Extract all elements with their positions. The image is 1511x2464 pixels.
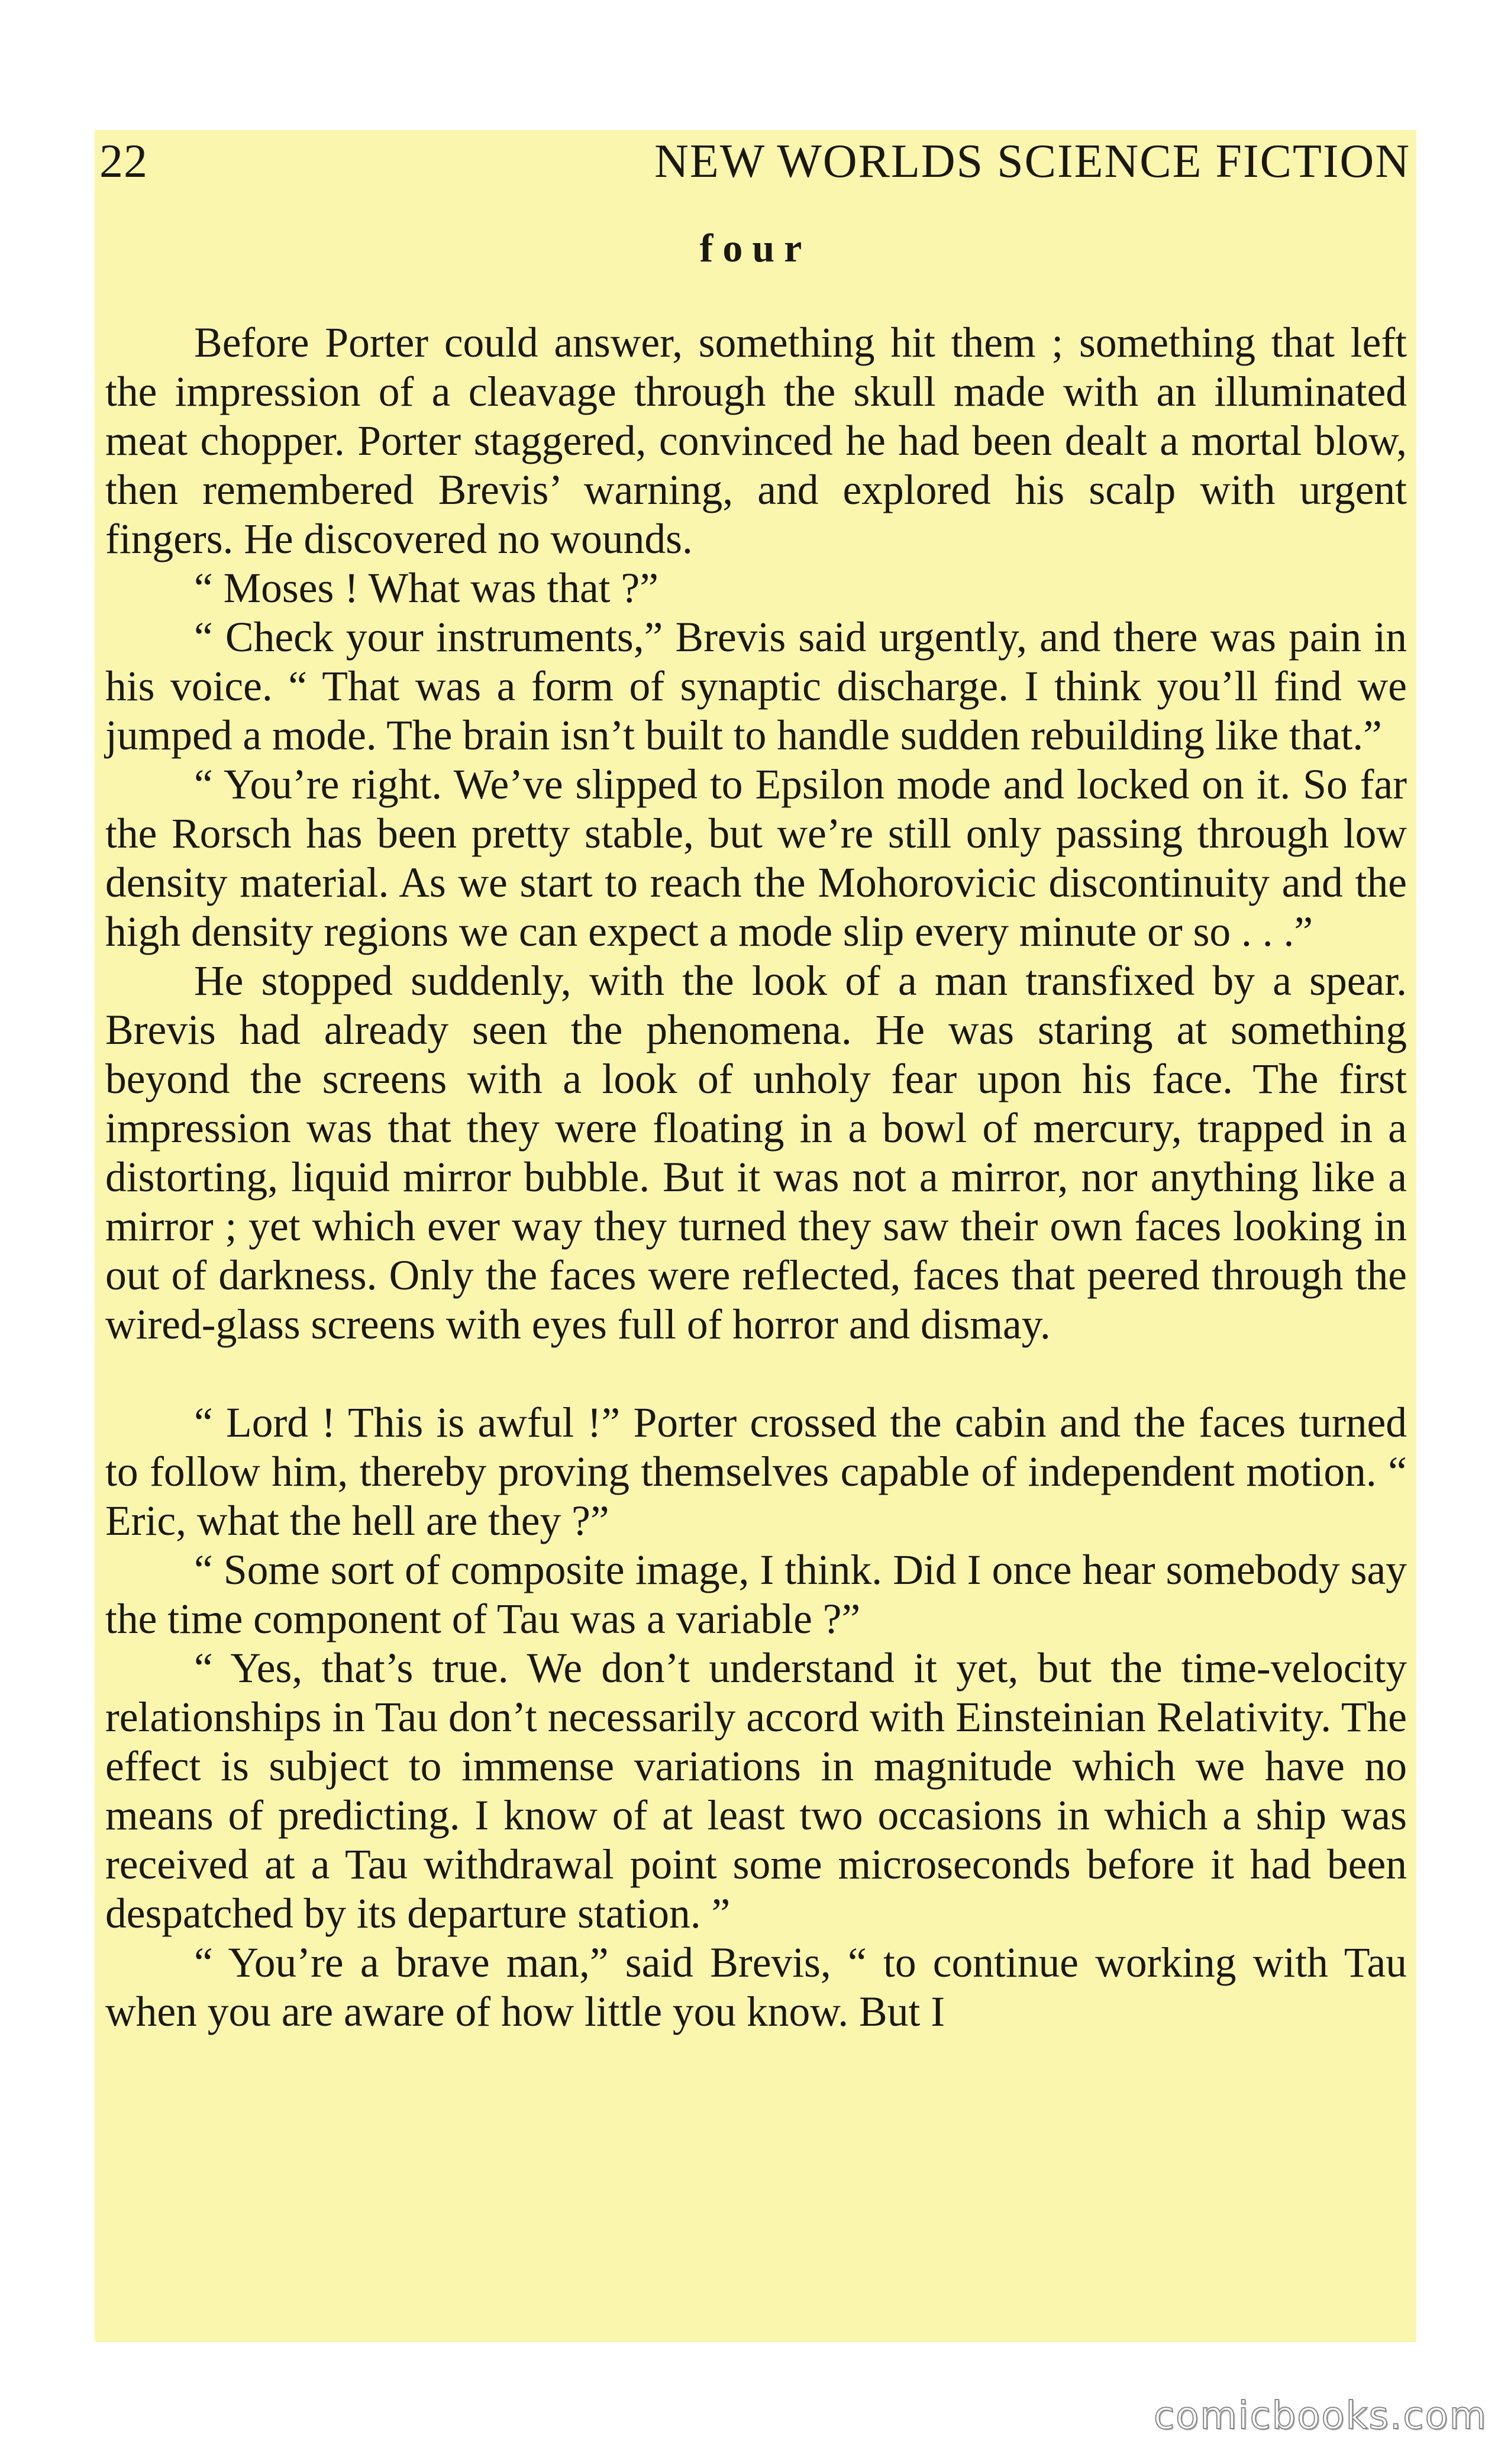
page-number: 22 [99,135,148,187]
chapter-heading: four [699,225,812,270]
paragraph: Before Porter could answer, something hit them ; something that left the impression of a cleavage through the skull made with an illuminated meat chopper. Porter staggered, convinced he had been dealt a mortal blow, then remembered Brevis’ warning, and explored his scalp with urgent fingers. He discovered no wounds. [105,319,1407,562]
running-head [95,130,1416,219]
paragraph: He stopped suddenly, with the look of a man transfixed by a spear. Brevis had already seen the phenomena. He was staring at something beyond the screens with a look of unholy fear upon his face. The first impression was that they were floating in a bowl of mercury, trapped in a distorting, liquid mirror bubble. But it was not a mirror, nor anything like a mirror ; yet which ever way they turned they saw their own faces looking in out of darkness. Only the faces were reflected, faces that peered through the wired-glass screens with eyes full of horror and dismay. [105,958,1407,1348]
body-text [105,318,1407,2036]
paragraph: “ Yes, that’s true. We don’t understand it yet, but the time-velocity relationships in Tau don’t necessarily accord with Einsteinian Relativity. The effect is subject to immense variations in magnitude which we have no means of predicting. I know of at least two occasions in which a ship was received at a Tau withdrawal point some microseconds before it had been despatched by its departure station. ” [105,1645,1407,1937]
paragraph: “ You’re right. We’ve slipped to Epsilon mode and locked on it. So far the Rorsch has been pretty stable, but we’re still only passing through low density material. As we start to reach the Mohorovicic discontinuity and the high density regions we can expect a mode slip every minute or so . . .” [105,761,1407,955]
paragraph: “ You’re a brave man,” said Brevis, “ to continue working with Tau when you are aware of how little you know. But I [105,1939,1407,2035]
paragraph: “ Check your instruments,” Brevis said urgently, and there was pain in his voice. “ That was a form of synaptic discharge. I think you’ll find we jumped a mode. The brain isn’t built to handle sudden rebuilding like that.” [105,614,1407,759]
watermark: comicbooks.com [1153,2394,1487,2438]
paragraph: “ Moses ! What was that ?” [194,565,658,612]
book-page [95,130,1416,2342]
journal-title: NEW WORLDS SCIENCE FICTION [654,135,1410,187]
paragraph: “ Some sort of composite image, I think. Did I once hear somebody say the time component of Tau was a variable ?” [105,1547,1407,1642]
paragraph: “ Lord ! This is awful !” Porter crossed the cabin and the faces turned to follow him, thereby proving themselves capable of independent motion. “ Eric, what the hell are they ?” [105,1399,1407,1544]
